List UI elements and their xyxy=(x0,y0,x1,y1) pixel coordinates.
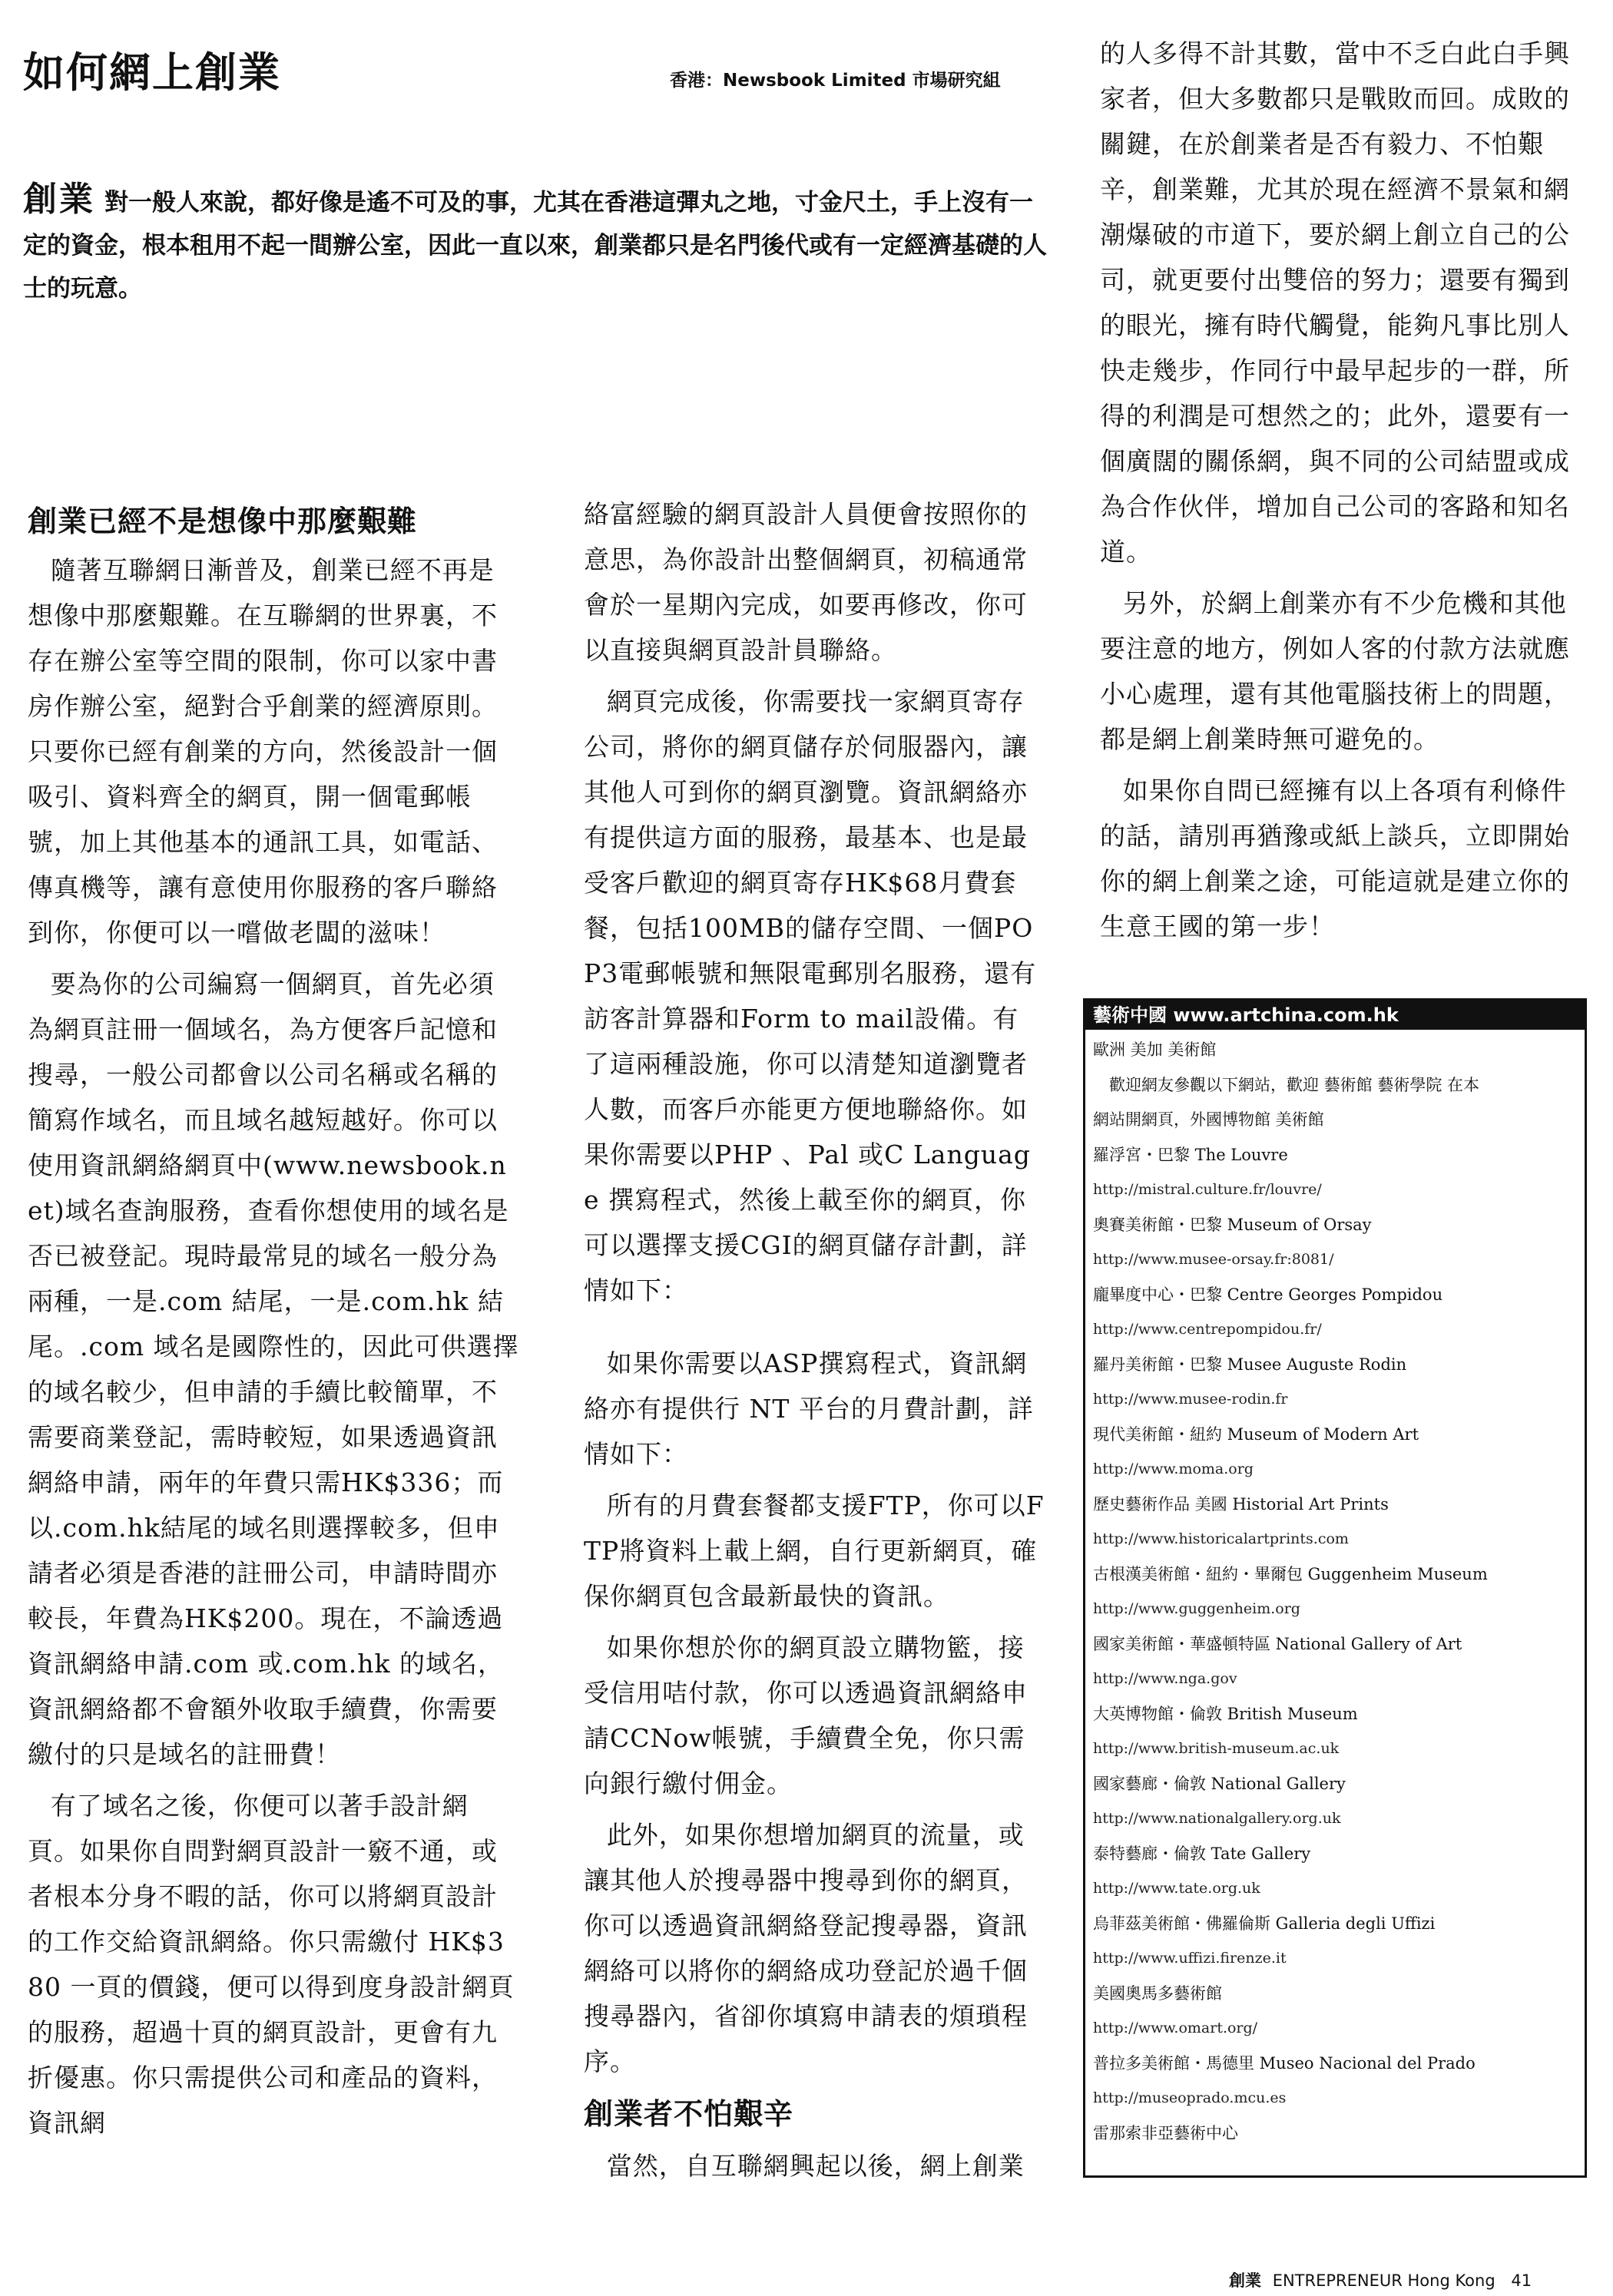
sidebar-url[interactable]: http://www.historicalartprints.com xyxy=(1093,1530,1349,1547)
sidebar-museum-entry: 古根漢美術館・紐約・畢爾包 Guggenheim Museum xyxy=(1093,1564,1488,1583)
sidebar-museum-entry: 奧賽美術館・巴黎 Museum of Orsay xyxy=(1093,1215,1372,1234)
sidebar-museum-entry: 龐畢度中心・巴黎 Centre Georges Pompidou xyxy=(1093,1285,1443,1304)
sidebar-url[interactable]: http://www.uffizi.firenze.it xyxy=(1093,1950,1287,1967)
footer-magazine-name: 創業 xyxy=(1229,2271,1261,2290)
paragraph: 另外，於網上創業亦有不少危機和其他要注意的地方，例如人客的付款方法就應小心處理，還有其他電腦技術上的問題，都是網上創業時無可避免的。 xyxy=(1100,588,1570,754)
sidebar-museum-entry: 泰特藝廊・倫敦 Tate Gallery xyxy=(1093,1844,1311,1863)
page-footer xyxy=(1229,2268,1532,2291)
article-byline: 香港：Newsbook Limited 市場研究組 xyxy=(670,71,1001,91)
paragraph: 絡富經驗的網頁設計人員便會按照你的意思，為你設計出整個網頁，初稿通常會於一星期內完成，如要再修改，你可以直接與網頁設計員聯絡。 xyxy=(584,499,1028,665)
sidebar-museum-entry: 美國奧馬多藝術館 xyxy=(1093,1983,1222,2003)
paragraph: 有了域名之後，你便可以著手設計網頁。如果你自問對網頁設計一竅不通，或者根本分身不暇的話，你可以將網頁設計的工作交給資訊網絡。你只需繳付 HK$380 一頁的價錢，便可以得到度身設計網頁的服務，超過十頁的網頁設計，更會有九折優惠。你只需提供公司和產品的資料，資訊網 xyxy=(28,1791,515,2138)
sidebar-url[interactable]: http://www.musee-orsay.fr:8081/ xyxy=(1093,1251,1334,1268)
sidebar-museum-entry: 歷史藝術作品 美國 Historial Art Prints xyxy=(1093,1494,1389,1514)
sidebar-url[interactable]: http://mistral.culture.fr/louvre/ xyxy=(1093,1181,1322,1198)
art-links-sidebar xyxy=(1083,998,1587,2178)
sidebar-museum-entry: 歐洲 美加 美術館 xyxy=(1093,1040,1217,1059)
section-heading-1: 創業已經不是想像中那麼艱難 xyxy=(28,505,418,538)
sidebar-url[interactable]: http://www.tate.org.uk xyxy=(1093,1880,1260,1897)
sidebar-museum-entry: 國家美術館・華盛頓特區 National Gallery of Art xyxy=(1093,1634,1462,1653)
sidebar-url[interactable]: http://museoprado.mcu.es xyxy=(1093,2089,1287,2106)
page-number: 41 xyxy=(1511,2271,1532,2290)
sidebar-url[interactable]: http://www.guggenheim.org xyxy=(1093,1600,1300,1617)
sidebar-museum-entry: 歡迎網友參觀以下網站，歡迎 藝術館 藝術學院 在本 xyxy=(1093,1075,1480,1094)
column-1 xyxy=(28,499,519,2152)
sidebar-museum-entry: 羅浮宮・巴黎 The Louvre xyxy=(1093,1145,1288,1164)
sidebar-url[interactable]: http://www.british-museum.ac.uk xyxy=(1093,1740,1340,1757)
sidebar-link-list xyxy=(1085,1030,1585,2154)
sidebar-url[interactable]: http://www.omart.org/ xyxy=(1093,2020,1258,2036)
footer-publication: ENTREPRENEUR Hong Kong xyxy=(1272,2271,1495,2290)
paragraph: 此外，如果你想增加網頁的流量，或讓其他人於搜尋器中搜尋到你的網頁，你可以透過資訊網絡登記搜尋器，資訊網絡可以將你的網絡成功登記於過千個搜尋器內，省卻你填寫申請表的煩瑣程序。 xyxy=(584,1820,1028,2076)
paragraph: 當然，自互聯網興起以後，網上創業 xyxy=(606,2151,1025,2181)
sidebar-header: 藝術中國 www.artchina.com.hk xyxy=(1085,1001,1585,1030)
article-intro xyxy=(23,178,1052,310)
column-3 xyxy=(1100,31,1584,955)
column-2 xyxy=(584,491,1045,2195)
intro-text: 對一般人來說，都好像是遙不可及的事，尤其在香港這彈丸之地，寸金尺土，手上沒有一定的資金，根本租用不起一間辦公室，因此一直以來，創業都只是名門後代或有一定經濟基礎的人士的玩意。 xyxy=(23,189,1047,303)
paragraph: 隨著互聯網日漸普及，創業已經不再是想像中那麼艱難。在互聯網的世界裏，不存在辦公室等空間的限制，你可以家中書房作辦公室，絕對合乎創業的經濟原則。只要你已經有創業的方向，然後設計一個吸引、資料齊全的網頁，開一個電郵帳號，加上其他基本的通訊工具，如電話、傳真機等，讓有意使用你服務的客戶聯絡到你，你便可以一嚐做老闆的滋味！ xyxy=(28,555,498,948)
section-heading-2: 創業者不怕艱辛 xyxy=(584,2097,794,2131)
sidebar-museum-entry: 國家藝廊・倫敦 National Gallery xyxy=(1093,1774,1346,1793)
sidebar-museum-entry: 雷那索非亞藝術中心 xyxy=(1093,2123,1238,2142)
sidebar-museum-entry: 大英博物館・倫敦 British Museum xyxy=(1093,1704,1358,1723)
sidebar-url[interactable]: http://www.musee-rodin.fr xyxy=(1093,1391,1288,1408)
sidebar-museum-entry: 普拉多美術館・馬德里 Museo Nacional del Prado xyxy=(1093,2053,1476,2073)
paragraph: 要為你的公司編寫一個網頁，首先必須為網頁註冊一個域名，為方便客戶記憶和搜尋，一般公司都會以公司名稱或名稱的簡寫作域名，而且域名越短越好。你可以使用資訊網絡網頁中(www.newsbook.net)域名查詢服務，查看你想使用的域名是否已被登記。現時最常見的域名一般分為兩種，一是.com 結尾，一是.com.hk 結尾。.com 域名是國際性的，因此可供選擇的域名較少，但申請的手續比較簡單，不需要商業登記，需時較短，如果透過資訊網絡申請，兩年的年費只需HK$336；而以.com.hk結尾的域名則選擇較多，但申請者必須是香港的註冊公司，申請時間亦較長，年費為HK$200。現在，不論透過資訊網絡申請.com 或.com.hk 的域名，資訊網絡都不會額外收取手續費，你需要繳付的只是域名的註冊費！ xyxy=(28,969,519,1769)
paragraph: 所有的月費套餐都支援FTP，你可以FTP將資料上載上網，自行更新網頁，確保你網頁包含最新最快的資訊。 xyxy=(584,1490,1045,1611)
sidebar-url[interactable]: http://www.moma.org xyxy=(1093,1461,1254,1477)
paragraph: 網頁完成後，你需要找一家網頁寄存公司，將你的網頁儲存於伺服器內，讓其他人可到你的網頁瀏覽。資訊網絡亦有提供這方面的服務，最基本、也是最受客戶歡迎的網頁寄存HK$68月費套餐，包括100MB的儲存空間、一個POP3電郵帳號和無限電郵別名服務，還有訪客計算器和Form to mail設備。有了這兩種設施，你可以清楚知道瀏覽者人數，而客戶亦能更方便地聯絡你。如果你需要以PHP 、Pal 或C Language 撰寫程式，然後上載至你的網頁，你可以選擇支援CGI的網頁儲存計劃，詳情如下： xyxy=(584,686,1037,1305)
sidebar-url[interactable]: http://www.nga.gov xyxy=(1093,1670,1237,1687)
article-title: 如何網上創業 xyxy=(23,48,281,97)
sidebar-museum-entry: 烏菲茲美術館・佛羅倫斯 Galleria degli Uffizi xyxy=(1093,1914,1436,1933)
paragraph: 如果你想於你的網頁設立購物籃，接受信用咭付款，你可以透過資訊網絡申請CCNow帳號，手續費全免，你只需向銀行繳付佣金。 xyxy=(584,1633,1028,1798)
sidebar-url[interactable]: http://www.nationalgallery.org.uk xyxy=(1093,1810,1341,1827)
paragraph: 如果你自問已經擁有以上各項有利條件的話，請別再猶豫或紙上談兵，立即開始你的網上創業之途，可能這就是建立你的生意王國的第一步！ xyxy=(1100,776,1570,941)
paragraph: 的人多得不計其數，當中不乏白此白手興家者，但大多數都只是戰敗而回。成敗的關鍵，在於創業者是否有毅力、不怕艱辛，創業難，尤其於現在經濟不景氣和網潮爆破的市道下，要於網上創立自己的公司，就更要付出雙倍的努力；還要有獨到的眼光，擁有時代觸覺，能夠凡事比別人快走幾步，作同行中最早起步的一群，所得的利潤是可想然之的；此外，還要有一個廣闊的關係網，與不同的公司結盟或成為合作伙伴，增加自己公司的客路和知名道。 xyxy=(1100,38,1570,567)
sidebar-museum-entry: 羅丹美術館・巴黎 Musee Auguste Rodin xyxy=(1093,1355,1407,1374)
sidebar-museum-entry: 網站開網頁，外國博物館 美術館 xyxy=(1093,1110,1324,1129)
paragraph: 如果你需要以ASP撰寫程式，資訊網絡亦有提供行 NT 平台的月費計劃，詳情如下： xyxy=(584,1348,1034,1469)
sidebar-museum-entry: 現代美術館・紐約 Museum of Modern Art xyxy=(1093,1424,1419,1444)
intro-lead-word: 創業 xyxy=(23,180,95,219)
sidebar-url[interactable]: http://www.centrepompidou.fr/ xyxy=(1093,1321,1322,1338)
